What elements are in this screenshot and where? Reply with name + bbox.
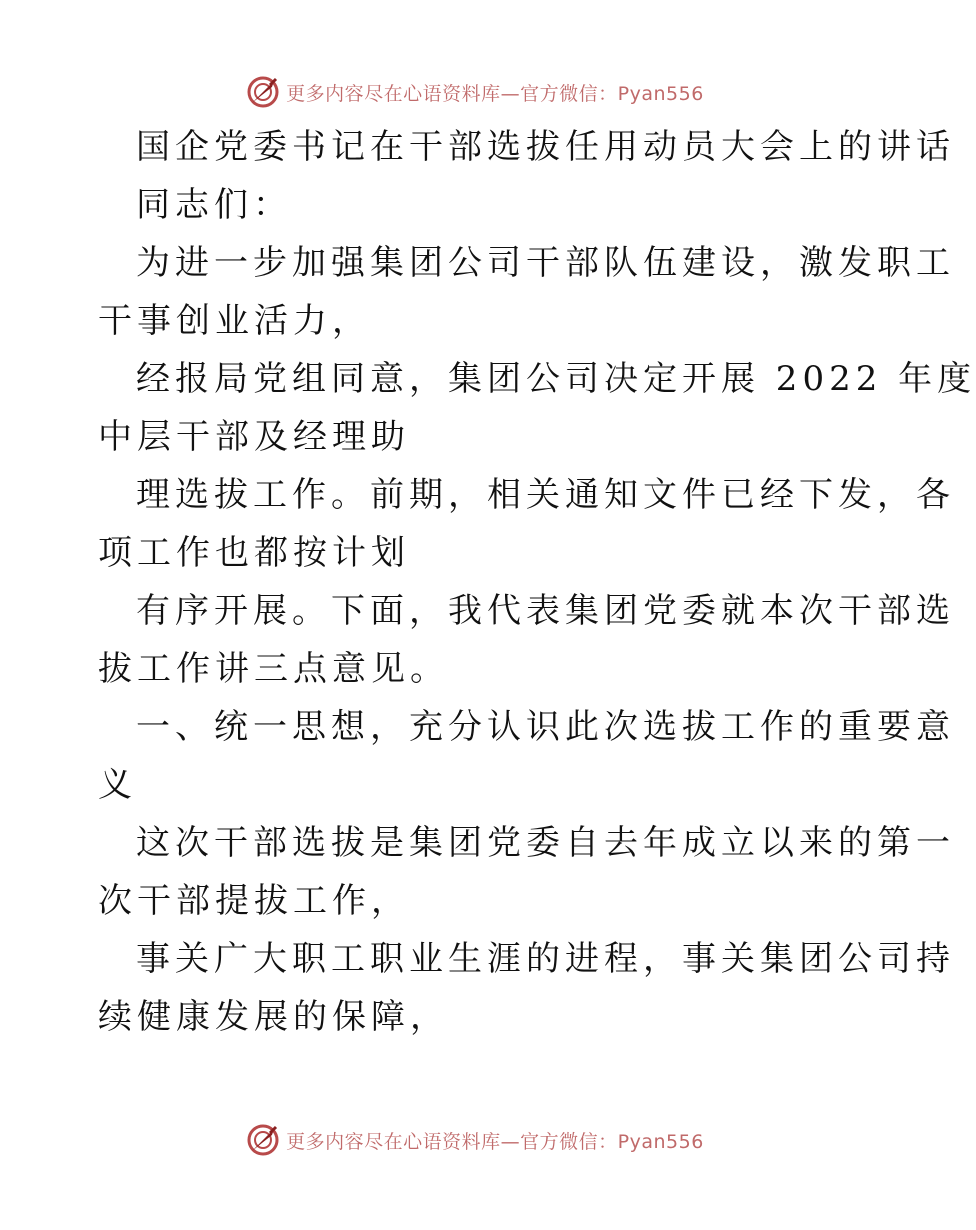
watermark-text: 更多内容尽在心语资料库—官方微信：Pyan556 <box>286 1130 704 1153</box>
text-line: 理选拔工作。前期，相关通知文件已经下发，各 <box>136 475 955 515</box>
text-line: 国企党委书记在干部选拔任用动员大会上的讲话 <box>136 127 955 167</box>
text-line: 义 <box>98 765 137 805</box>
text-line: 事关广大职工职业生涯的进程，事关集团公司持 <box>136 939 955 979</box>
text-line: 次干部提拔工作， <box>98 881 410 921</box>
text-line: 有序开展。下面，我代表集团党委就本次干部选 <box>136 591 955 631</box>
text-line: 拔工作讲三点意见。 <box>98 649 449 689</box>
text-line: 经报局党组同意，集团公司决定开展 2022 年度 <box>136 359 976 399</box>
text-line: 干事创业活力， <box>98 301 371 341</box>
text-line: 中层干部及经理助 <box>98 417 410 457</box>
text-line: 一、统一思想，充分认识此次选拔工作的重要意 <box>136 707 955 747</box>
footer-watermark <box>0 1120 950 1160</box>
text-line: 同志们： <box>136 185 292 225</box>
document-body <box>98 118 976 1046</box>
text-line: 项工作也都按计划 <box>98 533 410 573</box>
watermark-text: 更多内容尽在心语资料库—官方微信：Pyan556 <box>286 82 704 105</box>
text-line: 为进一步加强集团公司干部队伍建设，激发职工 <box>136 243 955 283</box>
text-line: 这次干部选拔是集团党委自去年成立以来的第一 <box>136 823 955 863</box>
pen-logo-icon <box>246 1123 280 1157</box>
text-line: 续健康发展的保障， <box>98 997 449 1037</box>
header-watermark <box>0 72 950 112</box>
pen-logo-icon <box>246 75 280 109</box>
